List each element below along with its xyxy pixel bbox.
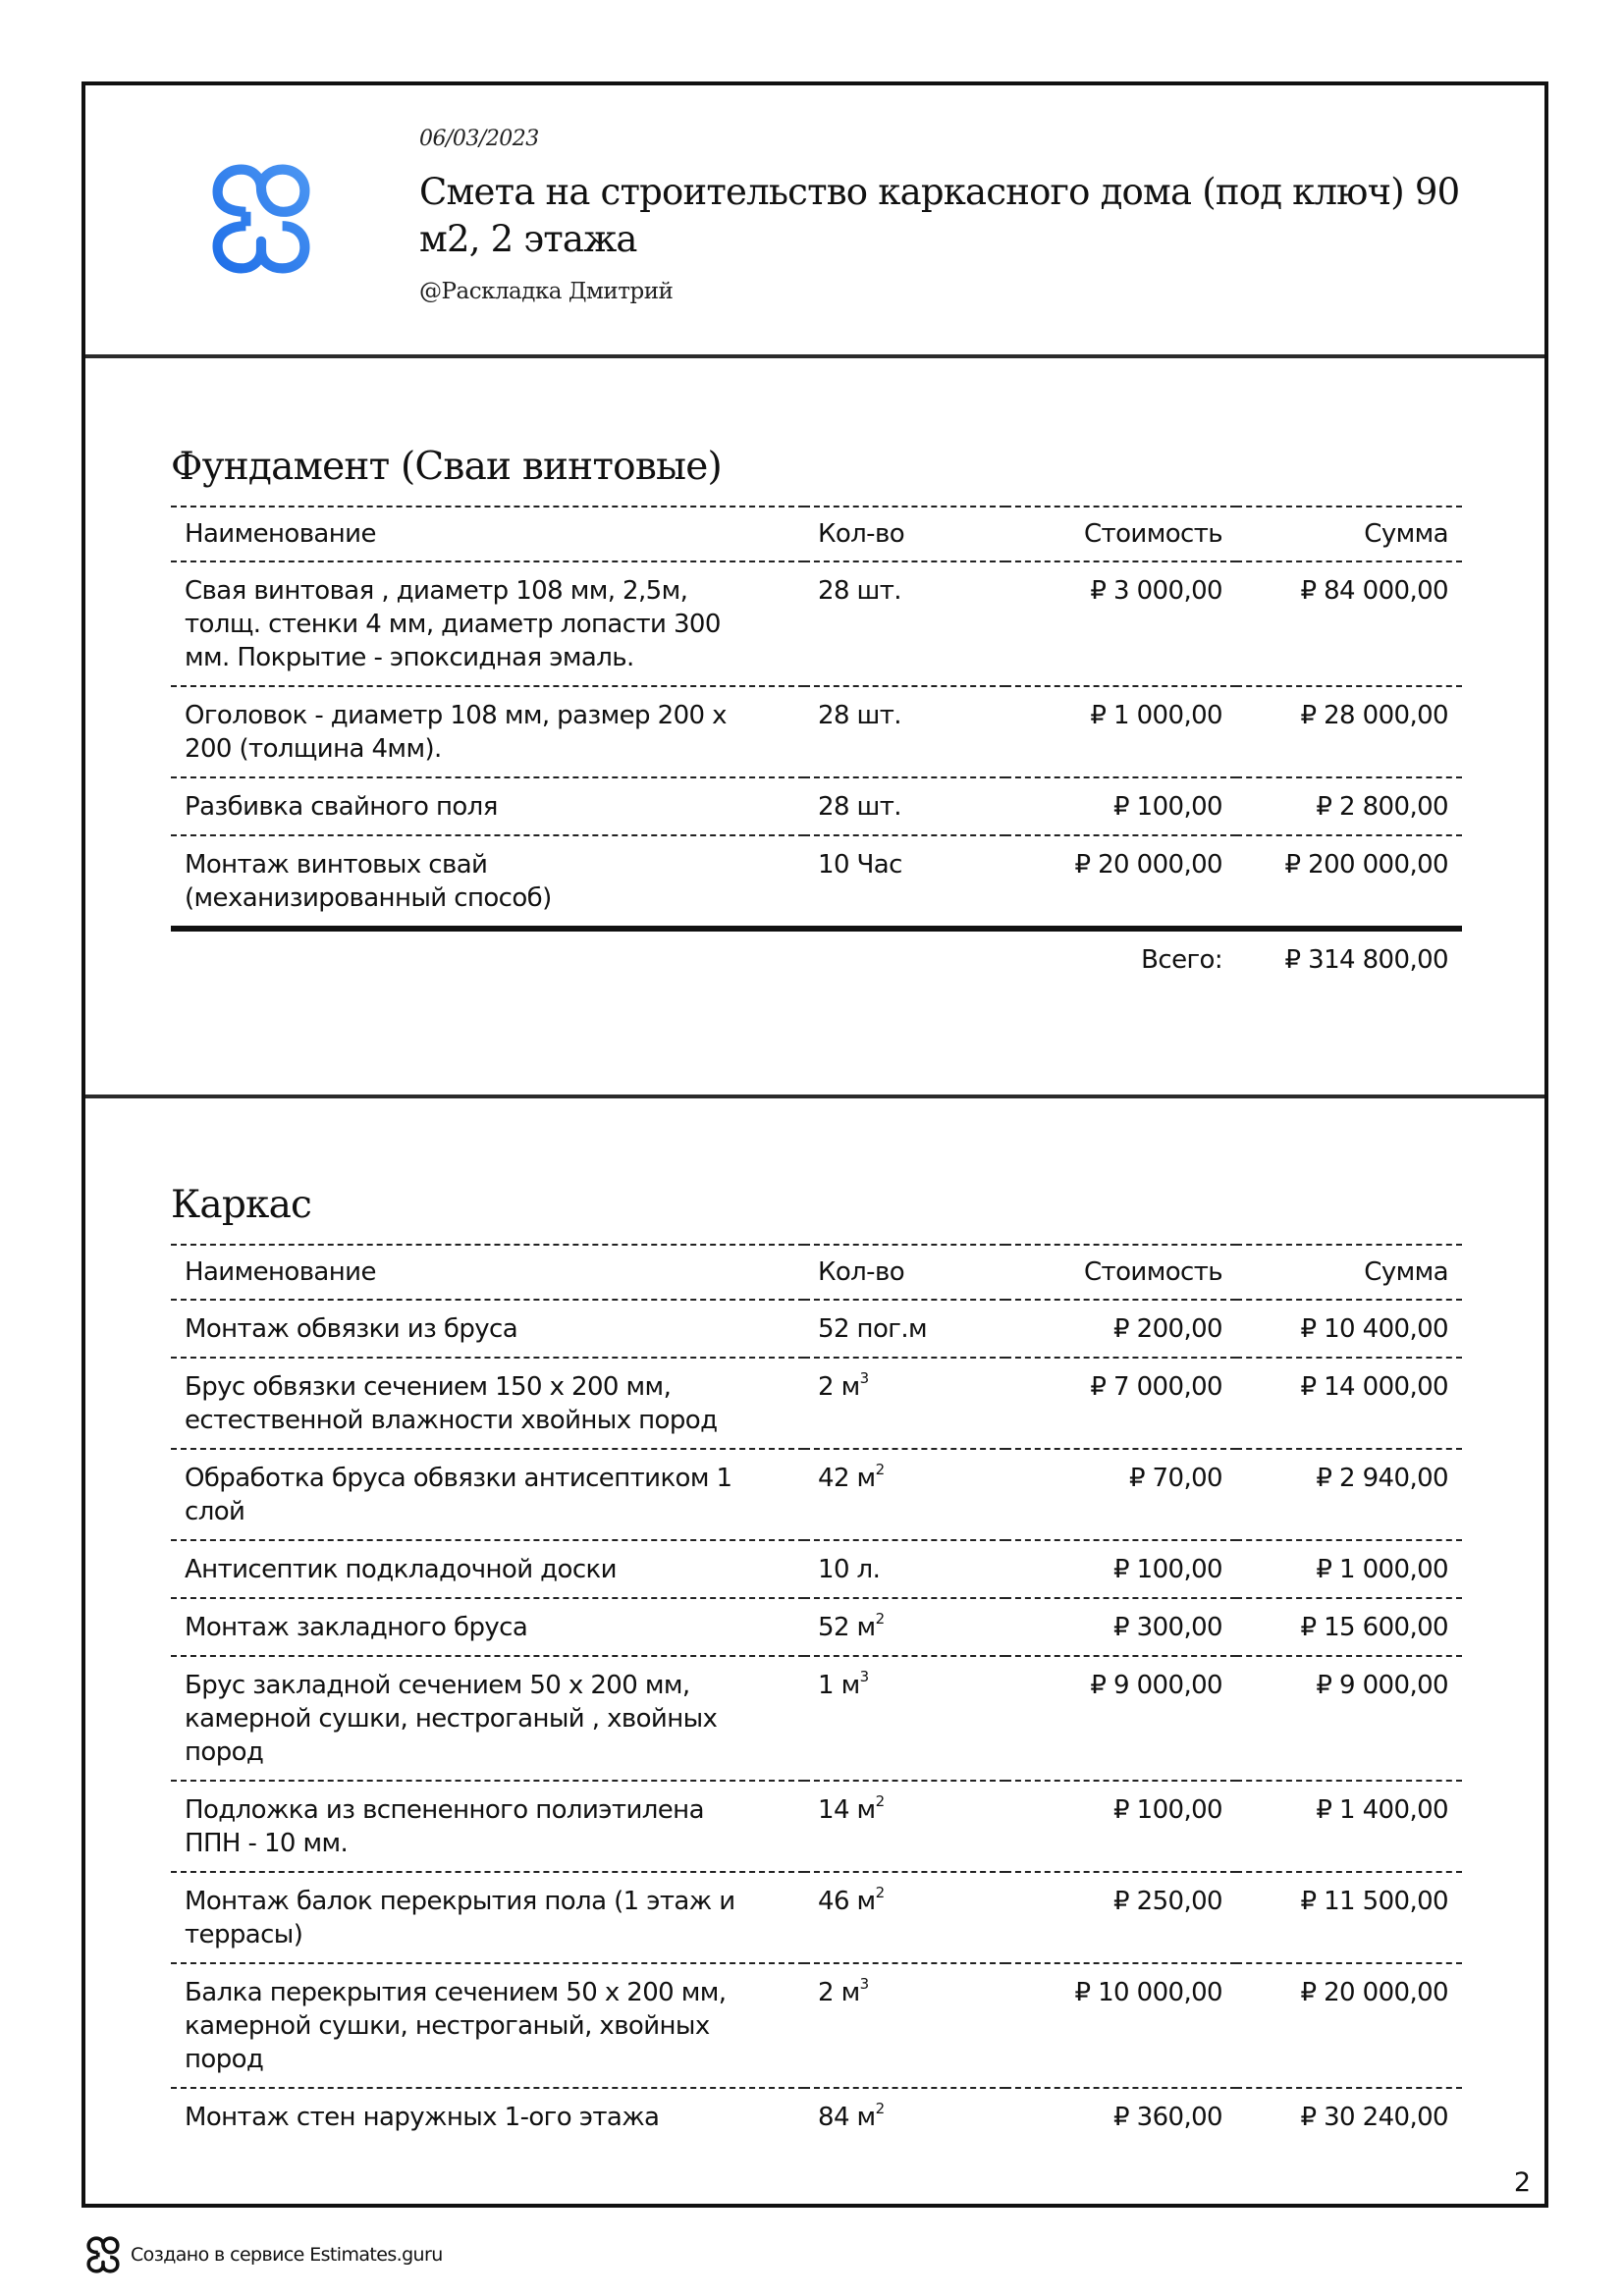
column-header-qty: Кол-во [804,507,1005,561]
item-name: Монтаж балок перекрытия пола (1 этаж и террасы) [171,1872,804,1963]
item-name: Монтаж винтовых свай (механизированный способ) [171,835,804,929]
item-cost: ₽ 100,00 [1005,777,1236,835]
table-row [171,1540,1462,1598]
column-header-name: Наименование [171,1245,804,1300]
table-row [171,1449,1462,1540]
footer-credit: Создано в сервисе Estimates.guru [131,2244,443,2266]
item-name: Балка перекрытия сечением 50 х 200 мм, камерной сушки, нестроганый, хвойных пород [171,1963,804,2088]
item-qty: 42 $м^2$ [804,1449,1005,1540]
document-header [85,85,1544,358]
table-row [171,1781,1462,1872]
item-name: Монтаж обвязки из бруса [171,1300,804,1358]
estimate-table [171,506,1462,988]
item-cost: ₽ 250,00 [1005,1872,1236,1963]
table-row [171,1358,1462,1449]
total-value: ₽ 314 800,00 [1284,945,1448,975]
item-sum: ₽ 2 940,00 [1236,1449,1462,1540]
total-label: Всего: [1141,945,1222,975]
item-qty: 46 $м^2$ [804,1872,1005,1963]
item-cost: ₽ 9 000,00 [1005,1656,1236,1781]
item-sum: ₽ 1 400,00 [1236,1781,1462,1872]
section-title: Каркас [171,1183,312,1227]
item-cost: ₽ 3 000,00 [1005,561,1236,686]
item-qty: 28 шт. [804,686,1005,777]
estimates-guru-logo-icon [81,2234,121,2275]
footer [81,2234,443,2275]
item-name: Брус закладной сечением 50 х 200 мм, камерной сушки, нестроганый , хвойных пород [171,1656,804,1781]
document-date: 06/03/2023 [419,127,539,151]
estimate-page [81,81,1548,2208]
item-sum: ₽ 84 000,00 [1236,561,1462,686]
item-cost: ₽ 300,00 [1005,1598,1236,1656]
item-cost: ₽ 10 000,00 [1005,1963,1236,2088]
section-title: Фундамент (Сваи винтовые) [171,445,722,489]
table-row [171,1300,1462,1358]
total-row [171,932,1462,988]
page-number: 2 [1513,2167,1531,2198]
item-sum: ₽ 14 000,00 [1236,1358,1462,1449]
item-qty: 84 $м^2$ [804,2088,1005,2145]
item-qty: 52 $м^2$ [804,1598,1005,1656]
item-qty: 28 шт. [804,777,1005,835]
item-sum: ₽ 2 800,00 [1236,777,1462,835]
item-cost: ₽ 100,00 [1005,1781,1236,1872]
table-header-row [171,1245,1462,1300]
item-cost: ₽ 70,00 [1005,1449,1236,1540]
item-name: Оголовок - диаметр 108 мм, размер 200 х 200 (толщина 4мм). [171,686,804,777]
item-qty: 52 пог.м [804,1300,1005,1358]
table-header-row [171,507,1462,561]
item-name: Антисептик подкладочной доски [171,1540,804,1598]
table-row [171,777,1462,835]
table-row [171,1598,1462,1656]
item-cost: ₽ 100,00 [1005,1540,1236,1598]
item-sum: ₽ 9 000,00 [1236,1656,1462,1781]
item-qty: 10 Час [804,835,1005,929]
item-name: Обработка бруса обвязки антисептиком 1 слой [171,1449,804,1540]
item-qty: 2 $м^3$ [804,1358,1005,1449]
column-header-name: Наименование [171,507,804,561]
column-header-qty: Кол-во [804,1245,1005,1300]
item-qty: 1 $м^3$ [804,1656,1005,1781]
item-name: Монтаж стен наружных 1-ого этажа [171,2088,804,2145]
item-cost: ₽ 360,00 [1005,2088,1236,2145]
column-header-cost: Стоимость [1005,507,1236,561]
item-sum: ₽ 15 600,00 [1236,1598,1462,1656]
column-header-sum: Сумма [1236,1245,1462,1300]
item-name: Подложка из вспененного полиэтилена ППН - 10 мм. [171,1781,804,1872]
table-row [171,1872,1462,1963]
estimate-table [171,1244,1462,2145]
item-name: Свая винтовая , диаметр 108 мм, 2,5м, толщ. стенки 4 мм, диаметр лопасти 300 мм. Покрытие - эпоксидная эмаль. [171,561,804,686]
table-row [171,1656,1462,1781]
document-author: @Раскладка Дмитрий [419,279,674,304]
item-sum: ₽ 200 000,00 [1236,835,1462,929]
item-name: Монтаж закладного бруса [171,1598,804,1656]
item-cost: ₽ 1 000,00 [1005,686,1236,777]
section-foundation [85,358,1544,1098]
item-qty: 28 шт. [804,561,1005,686]
item-qty: 2 $м^3$ [804,1963,1005,2088]
item-qty: 10 л. [804,1540,1005,1598]
table-row [171,835,1462,929]
item-cost: ₽ 20 000,00 [1005,835,1236,929]
item-sum: ₽ 1 000,00 [1236,1540,1462,1598]
column-header-cost: Стоимость [1005,1245,1236,1300]
table-row [171,1963,1462,2088]
table-row [171,561,1462,686]
estimates-guru-logo-icon [196,160,314,278]
item-sum: ₽ 30 240,00 [1236,2088,1462,2145]
item-cost: ₽ 200,00 [1005,1300,1236,1358]
item-sum: ₽ 10 400,00 [1236,1300,1462,1358]
document-title: Смета на строительство каркасного дома (под ключ) 90 м2, 2 этажа [419,171,1460,260]
item-qty: 14 $м^2$ [804,1781,1005,1872]
item-name: Брус обвязки сечением 150 х 200 мм, естественной влажности хвойных пород [171,1358,804,1449]
column-header-sum: Сумма [1236,507,1462,561]
table-row [171,686,1462,777]
item-sum: ₽ 11 500,00 [1236,1872,1462,1963]
section-frame [85,1098,1544,2208]
table-row [171,2088,1462,2145]
item-name: Разбивка свайного поля [171,777,804,835]
item-cost: ₽ 7 000,00 [1005,1358,1236,1449]
item-sum: ₽ 28 000,00 [1236,686,1462,777]
item-sum: ₽ 20 000,00 [1236,1963,1462,2088]
